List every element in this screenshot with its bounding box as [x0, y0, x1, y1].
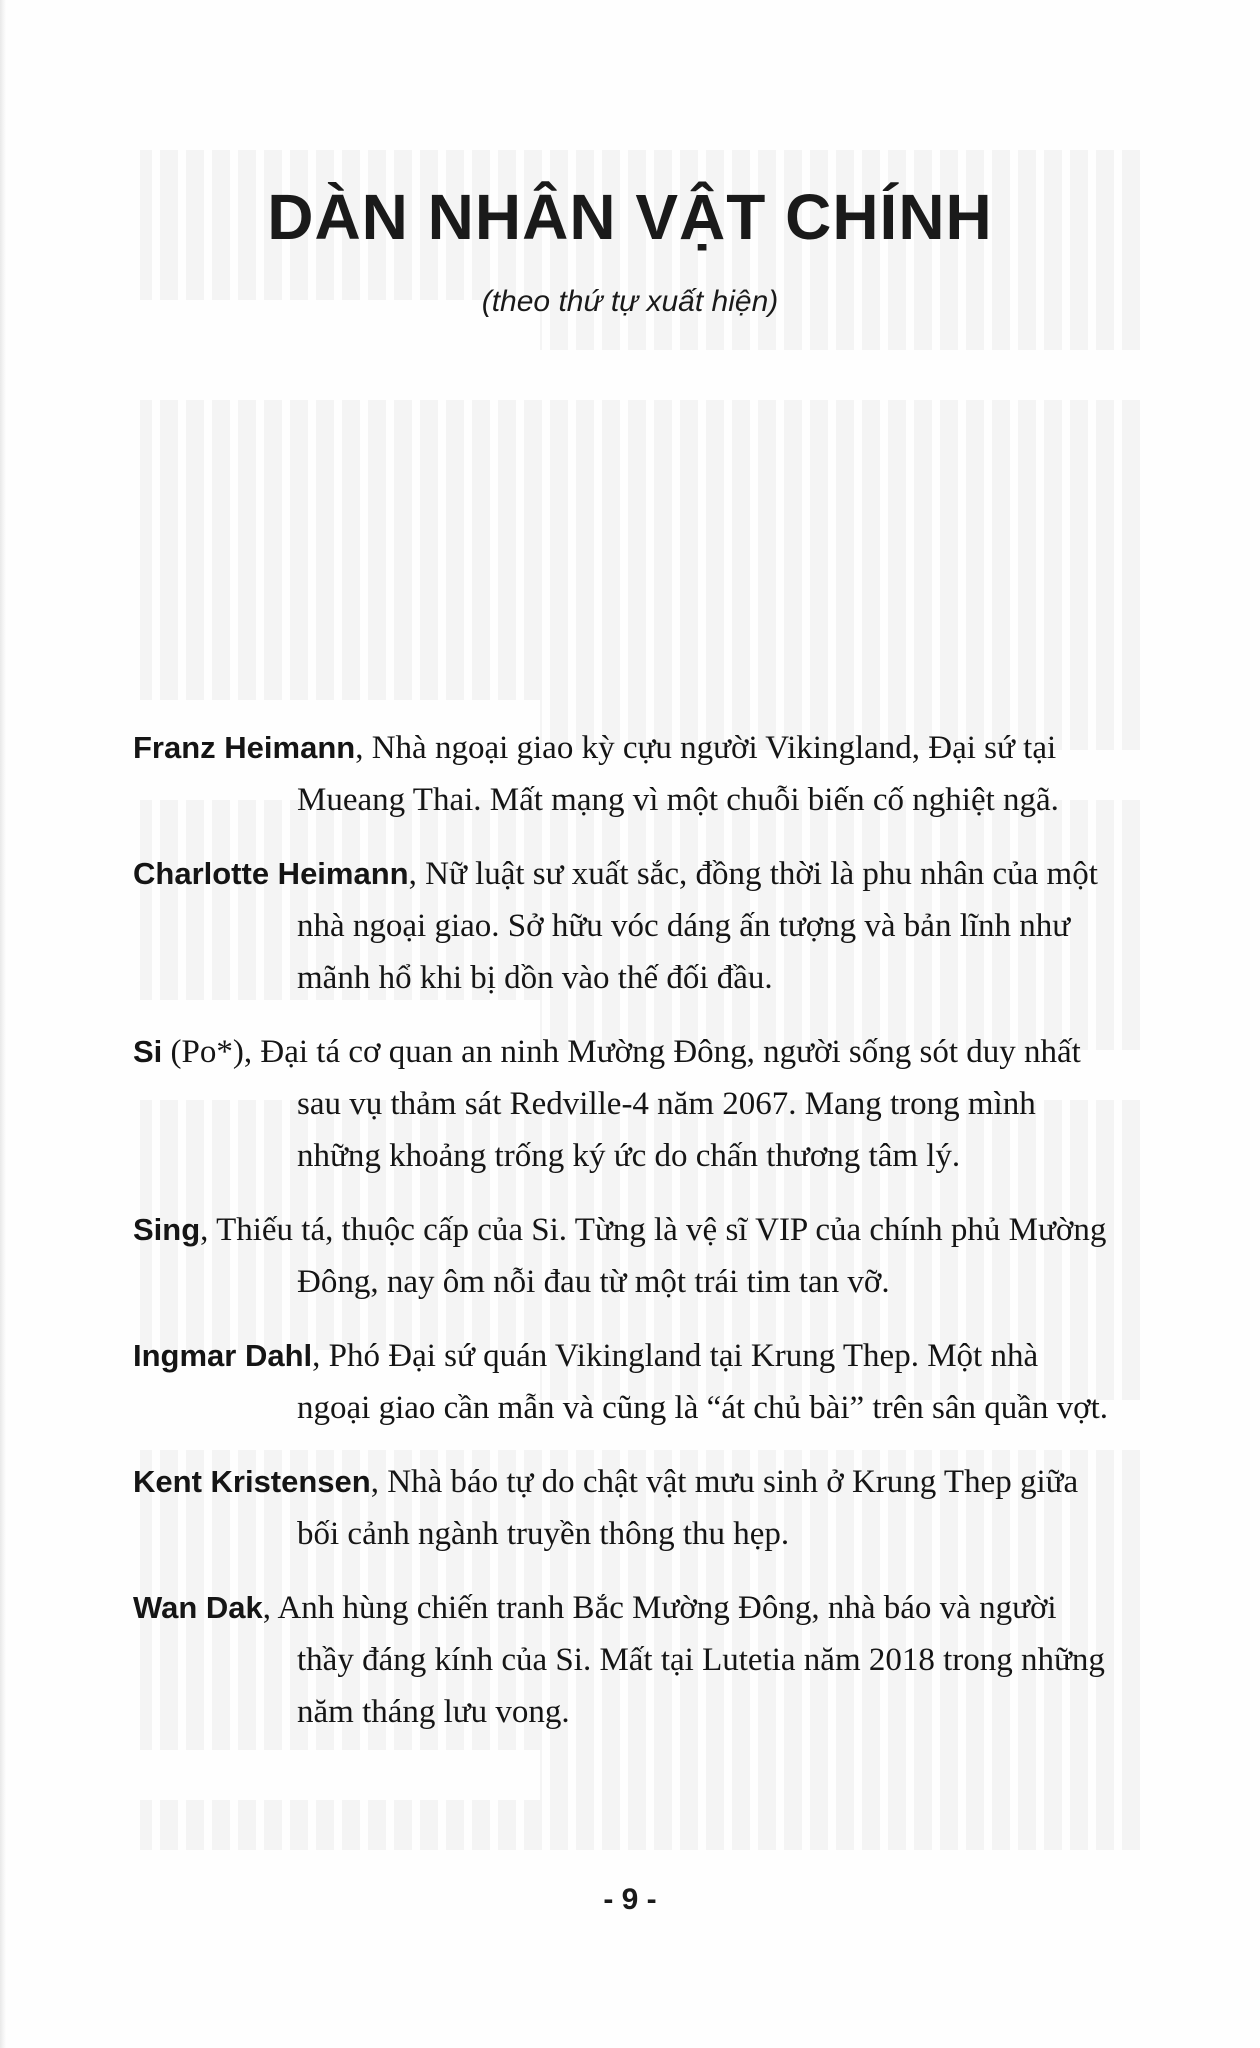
character-entry — [133, 1330, 1113, 1434]
character-name: Kent Kristensen — [133, 1464, 371, 1499]
character-description: , Phó Đại sứ quán Vikingland tại Krung Thep. Một nhà ngoại giao cần mẫn và cũng là “át chủ bài” trên sân quần vợt. — [297, 1338, 1108, 1426]
character-entry — [133, 848, 1113, 1004]
character-name: Si — [133, 1034, 163, 1069]
character-description: , Nhà ngoại giao kỳ cựu người Vikingland, Đại sứ tại Mueang Thai. Mất mạng vì một chuỗi biến cố nghiệt ngã. — [297, 730, 1059, 818]
page-number: - 9 - — [603, 1883, 657, 1916]
character-entry — [133, 1026, 1113, 1182]
character-description: (Po*), Đại tá cơ quan an ninh Mường Đông, người sống sót duy nhất sau vụ thảm sát Redville-4 năm 2067. Mang trong mình những khoảng trống ký ức do chấn thương tâm lý. — [162, 1034, 1081, 1174]
character-name: Franz Heimann — [133, 730, 356, 765]
character-name: Wan Dak — [133, 1590, 263, 1625]
page-title: DÀN NHÂN VẬT CHÍNH — [267, 181, 993, 253]
character-entry — [133, 1456, 1113, 1560]
character-description: , Nhà báo tự do chật vật mưu sinh ở Krung Thep giữa bối cảnh ngành truyền thông thu hẹp. — [297, 1464, 1079, 1552]
character-name: Sing — [133, 1212, 201, 1247]
character-entry — [133, 1204, 1113, 1308]
character-name: Charlotte Heimann — [133, 856, 409, 891]
character-list — [133, 722, 1113, 1738]
character-name: Ingmar Dahl — [133, 1338, 313, 1373]
character-description: , Thiếu tá, thuộc cấp của Si. Từng là vệ sĩ VIP của chính phủ Mường Đông, nay ôm nỗi đau từ một trái tim tan vỡ. — [200, 1212, 1107, 1300]
character-entry — [133, 1582, 1113, 1738]
page-subtitle: (theo thứ tự xuất hiện) — [481, 285, 779, 318]
character-description: , Anh hùng chiến tranh Bắc Mường Đông, nhà báo và người thầy đáng kính của Si. Mất tại Lutetia năm 2018 trong những năm tháng lưu vong. — [262, 1590, 1105, 1730]
character-description: , Nữ luật sư xuất sắc, đồng thời là phu nhân của một nhà ngoại giao. Sở hữu vóc dáng ấn tượng và bản lĩnh như mãnh hổ khi bị dồn vào thế đối đầu. — [297, 856, 1098, 996]
character-entry — [133, 722, 1113, 826]
